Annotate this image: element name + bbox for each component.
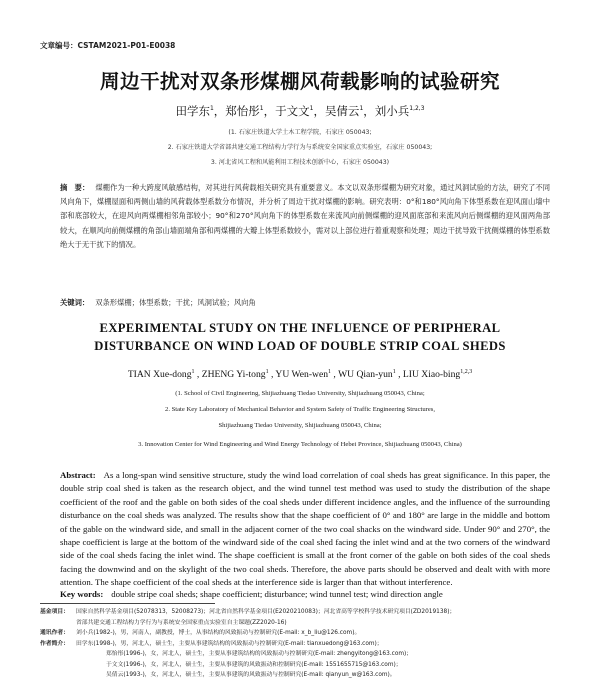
author-affiliation-mark: 1 — [265, 369, 269, 375]
footnote-text: 国家自然科学基金项目(52078313，52008273)；河北省自然科学基金项目(E2020210083)；河北省高等学校科学技术研究项目(ZD2019138)； — [76, 609, 456, 615]
footnote-label: 通讯作者： — [40, 630, 69, 636]
author-separator: , — [194, 369, 202, 381]
author-affiliation-mark: 1,2,3 — [460, 369, 473, 375]
author-affiliation-mark: 1 — [209, 105, 214, 113]
english-abstract-label: Abstract: — [60, 470, 96, 480]
footnote-line — [40, 670, 580, 681]
chinese-affiliation: 3. 河北省风工程和风能利用工程技术创新中心，石家庄 050043) — [210, 159, 390, 166]
english-keywords-label: Key words: — [60, 589, 104, 599]
author-name: YU Wen-wen — [275, 369, 329, 381]
chinese-keywords-label: 关键词： — [60, 298, 90, 307]
footnote-text: 刘小兵(1982-)，男，河南人，副教授，博士，从事结构的风致振动与控制研究(E-mail: x_b_liu@126.com)。 — [76, 630, 361, 636]
author — [325, 104, 363, 118]
author — [275, 104, 313, 118]
footnote-line — [40, 618, 580, 629]
english-affiliation: 3. Innovation Center for Wind Engineering and Wind Energy Technology of Hebei Province, Shijiazhuang 050043, China) — [138, 441, 462, 448]
author-affiliation-mark: 1 — [259, 105, 264, 113]
author-affiliation-mark: 1 — [359, 105, 364, 113]
english-abstract-text: As a long-span wind sensitive structure, study the wind load correlation of coal sheds has great significance. In this paper, the double strip coal shed is taken as the research object, and the wind tunnel test method was used to study the distribution of the shape coefficient of the roof and the gable on both sides of the coal sheds under different incidence angles, and the influence of the surrounding disturbance on the coal sheds was analyzed. The results show that the shape coefficient of 0° and 180° are large in the middle and bottom of the gable on the windward side, and small in the adjacent corner of the two coal shacks on the windward side. Under 90° and 270°, the shape coefficient is large at the bottom of the windward side of the coal shed facing the inlet wind and at the two corners of the windward side of the coal sheds facing the inlet wind. The shape coefficient is small at the front corner of the gable on both sides of the coal sheds facing the downwind and on the skylight of the two coal sheds. Therefore, the above parts should be observed and dealt with with more attention. The shape coefficient of the coal sheds at the interference side is larger than that without interference. — [60, 470, 550, 588]
author-name: 于文文 — [275, 104, 310, 118]
author — [338, 369, 396, 380]
author-separator: ， — [313, 104, 325, 118]
english-title-line: EXPERIMENTAL STUDY ON THE INFLUENCE OF PERIPHERAL — [99, 321, 501, 335]
author-name: LIU Xiao-bing — [402, 369, 461, 381]
chinese-title: 周边干扰对双条形煤棚风荷载影响的试验研究 — [99, 70, 500, 93]
footnote-label: 基金项目： — [40, 609, 69, 615]
author — [202, 369, 269, 380]
footnote-line — [40, 660, 580, 671]
footnote-divider — [40, 603, 215, 604]
author-affiliation-mark: 1 — [392, 369, 396, 375]
author — [225, 104, 263, 118]
author-name: TIAN Xue-dong — [127, 369, 192, 381]
footnote-line — [40, 607, 580, 618]
author-affiliation-mark: 1,2,3 — [409, 105, 425, 113]
chinese-abstract-text: 煤棚作为一种大跨度风敏感结构，对其进行风荷载相关研究具有重要意义。本文以双条形煤棚为研究对象，通过风洞试验的方法，研究了不同风向角下，煤棚屋面和两侧山墙的风荷载体型系数分布情况，并分析了周边干扰对煤棚的影响。研究表明：0°和180°风向角下体型系数在迎风面山墙中部和底部较大，在迎风向两煤棚相邻角部较小；90°和270°风向角下的体型系数在来流风向前侧煤棚的迎风面底部和来流风向后侧煤棚的迎风面两角部较大，在顺风向前侧煤棚的角部山墙面端角部和两煤棚的大瓣上体型系数较小，需对以上部位进行着重观察和处理；周边干扰导致干扰侧煤棚的体型系数绝大于无干扰下的情况。 — [60, 183, 551, 249]
footnote-line — [40, 628, 580, 639]
author-affiliation-mark: 1 — [328, 369, 332, 375]
footnote-text: 田学东(1998-)，男，河北人，硕士生，主要从事建筑结构的风致振动与控制研究(E-mail: tianxuedong@163.com)； — [76, 640, 383, 647]
author-affiliation-mark: 1 — [191, 369, 195, 375]
footnote-text: 郑怡彤(1996-)，女，河北人，硕士生，主要从事建筑结构的风致振动与控制研究(E-mail: zhengyitong@163.com)； — [106, 651, 413, 657]
footnotes — [40, 607, 580, 681]
chinese-keywords-text: 双条形煤棚；体型系数；干扰；风洞试验；风向角 — [95, 298, 256, 307]
footnote-line — [40, 649, 580, 660]
english-keywords — [60, 589, 560, 599]
author-affiliation-mark: 1 — [309, 105, 314, 113]
author-name: 田学东 — [175, 104, 210, 118]
footnote-text: 省部共建交通工程结构力学行为与系统安全国家重点实验室自主课题(ZZ2020-16) — [76, 619, 287, 626]
author — [375, 104, 425, 118]
english-affiliation: (1. School of Civil Engineering, Shijiazhuang Tiedao University, Shijiazhuang 050043, China; — [175, 390, 425, 397]
english-abstract — [60, 469, 550, 590]
author-name: WU Qian-yun — [338, 369, 393, 381]
english-title-line: DISTURBANCE ON WIND LOAD OF DOUBLE STRIP COAL SHEDS — [94, 339, 506, 353]
author-name: ZHENG Yi-tong — [201, 369, 266, 381]
chinese-author-list — [0, 103, 600, 119]
english-affiliation: Shijiazhuang Tiedao University, Shijiazhuang 050043, China; — [218, 422, 382, 429]
author — [175, 104, 213, 118]
footnote-line — [40, 639, 580, 650]
chinese-abstract-label: 摘 要： — [60, 183, 90, 192]
english-affiliation: 2. State Key Laboratory of Mechanical Behavior and System Safety of Traffic Engineering Structures, — [165, 406, 435, 413]
author — [275, 369, 331, 380]
chinese-affiliation: (1. 石家庄铁道大学土木工程学院，石家庄 050043; — [228, 129, 372, 136]
author-separator: ， — [213, 104, 226, 118]
article-number: 文章编号：CSTAM2021-P01-E0038 — [40, 41, 176, 50]
author — [128, 369, 195, 380]
author-name: 吴倩云 — [324, 104, 360, 118]
author-separator: , — [395, 369, 403, 381]
author-separator: , — [331, 369, 339, 381]
author-name: 刘小兵 — [374, 104, 410, 118]
footnote-text: 于文文(1996-)，女，河北人，硕士生，主要从事建筑的风致振动和控制研究(E-mail: 1551655715@163.com)； — [106, 661, 402, 668]
author-separator: ， — [363, 104, 375, 118]
english-author-list — [0, 369, 600, 380]
author-separator: ， — [263, 104, 276, 118]
author-name: 郑怡彤 — [225, 104, 260, 118]
chinese-keywords — [60, 298, 550, 308]
english-keywords-text: double stripe coal sheds; shape coefficient; disturbance; wind tunnel test; wind direction angle — [111, 589, 443, 599]
author-separator: , — [268, 369, 276, 381]
footnote-text: 吴倩云(1993-)，女，河北人，硕士生，主要从事建筑的风致振动与控制研究(E-mail: qianyun_w@163.com)。 — [106, 672, 396, 678]
chinese-affiliation: 2. 石家庄铁道大学省部共建交通工程结构力学行为与系统安全国家重点实验室，石家庄 050043; — [167, 144, 433, 151]
footnote-label: 作者简介： — [40, 640, 69, 647]
chinese-abstract — [60, 181, 550, 252]
author — [403, 369, 472, 380]
